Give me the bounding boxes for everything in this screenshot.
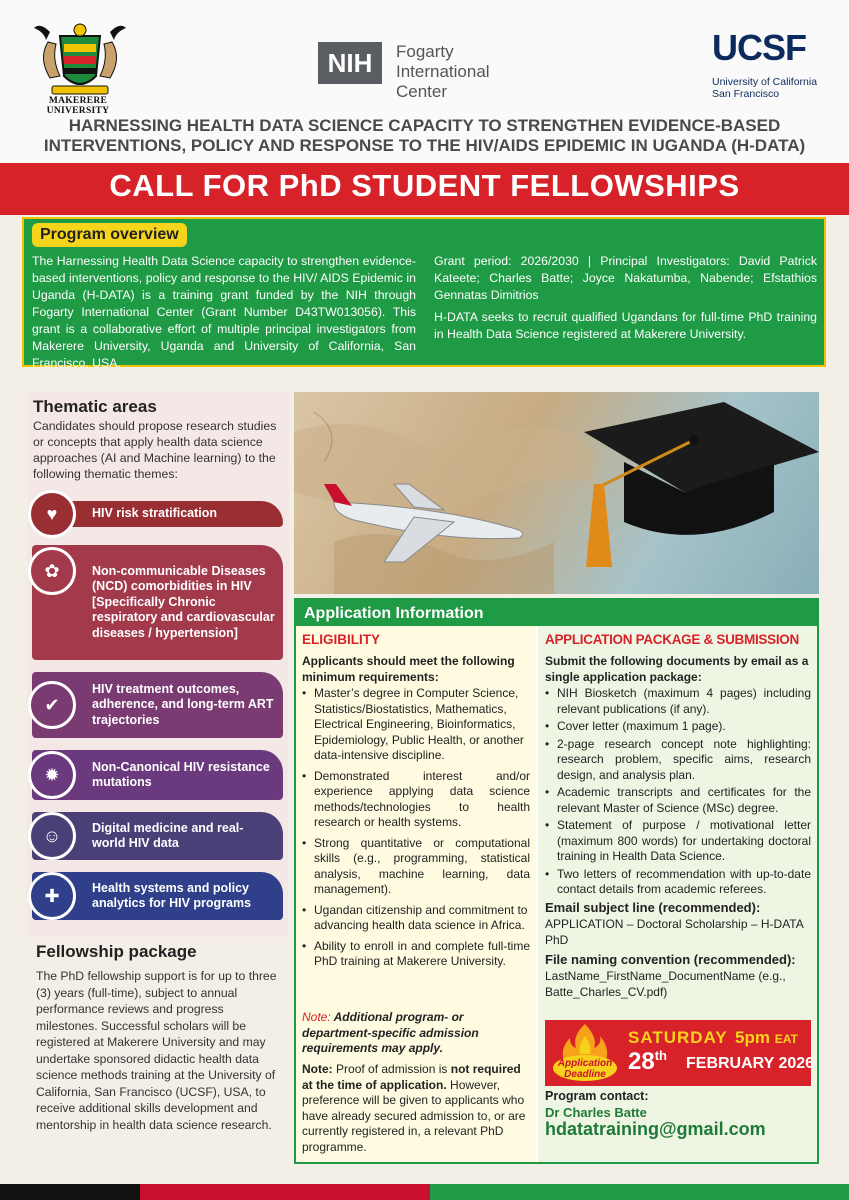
list-item: • Ugandan citizenship and commitment to advancing health data science in Africa. [302, 903, 530, 934]
grant-period-text: Grant period: 2026/2030 | Principal Investigators: David Patrick Kateete; Charles Batte; Joyce Nakatumba, Nabende; Efstathios Gennatas Dimitrios [434, 254, 817, 302]
ucsf-logo [712, 27, 837, 100]
footer-stripe-black [0, 1184, 140, 1200]
proof-label: Note: [302, 1062, 333, 1076]
recruitment-text: H-DATA seeks to recruit qualified Ugandans for full-time PhD training in Health Data Science registered at Makerere University. [434, 310, 817, 341]
list-item: • Master’s degree in Computer Science, Statistics/Biostatistics, Mathematics, Electrical Engineering, Bioinformatics, Epidemiology, Public Health, or another data-intensive discipline. [302, 686, 530, 764]
list-item: • 2-page research concept note highlighting: research problem, specific aims, research design, and analysis plan. [545, 737, 811, 784]
fellowship-heading: Fellowship package [36, 942, 197, 961]
virus-icon: ✹ [28, 751, 76, 799]
eligibility-lead: Applicants should meet the following minimum requirements: [302, 654, 515, 684]
deadline-flame-badge [550, 1022, 620, 1082]
note-text: Additional program- or department-specific admission requirements may apply. [302, 1010, 479, 1055]
graduation-cap-airplane-photo [294, 392, 819, 594]
theme-item [32, 672, 283, 738]
thematic-intro: Candidates should propose research studies or concepts that apply health data science approaches (AI and Machine learning) to the following thematic themes: [33, 419, 277, 481]
email-subject-heading: Email subject line (recommended): [545, 900, 761, 915]
theme-label: Health systems and policy analytics for HIV programs [92, 880, 252, 910]
program-contact-email[interactable]: hdatatraining@gmail.com [545, 1119, 766, 1139]
call-title: CALL FOR PhD STUDENT FELLOWSHIPS [109, 168, 740, 203]
theme-label: HIV treatment outcomes, adherence, and long-term ART trajectories [92, 681, 274, 727]
program-contact-name: Dr Charles Batte [545, 1105, 647, 1120]
list-item: • Ability to enroll in and complete full-time PhD training at Makerere University. [302, 939, 530, 970]
deadline-date-suffix: th [654, 1048, 667, 1063]
proof-of-admission-note [302, 1062, 530, 1155]
theme-item [32, 872, 283, 920]
package-lead: Submit the following documents by email as a single application package: [545, 654, 809, 684]
list-item: • NIH Biosketch (maximum 4 pages) including relevant publications (if any). [545, 686, 811, 717]
list-item: • Academic transcripts and certificates for the relevant Master of Science (MSc) degree. [545, 785, 811, 816]
nih-abbrev: NIH [318, 42, 382, 84]
package-list [545, 686, 811, 900]
deadline-month-year: FEBRUARY 2026 [686, 1055, 815, 1072]
deadline-time [735, 1028, 798, 1048]
eligibility-list [302, 686, 530, 975]
doctor-icon: ☺ [28, 812, 76, 860]
footer-stripe-red [140, 1184, 430, 1200]
theme-label: Digital medicine and real-world HIV data [92, 820, 244, 850]
deadline-date [628, 1048, 667, 1076]
fellowship-text: The PhD fellowship support is for up to three (3) years (full-time), subject to annual performance reviews and progress milestones. Successful scholars will be registered at Makerere University and may undertake sponsored didactic health data science methods training at the University of California, San Francisco (UCSF), USA, to receive additional skills development and mentorship in health data science research. [36, 969, 277, 1132]
application-info-heading: Application Information [304, 605, 484, 622]
check-circle-icon: ✔ [28, 681, 76, 729]
deadline-badge-line1: Application [557, 1058, 613, 1069]
ucsf-abbrev: UCSF [712, 27, 806, 68]
list-item: • Demonstrated interest and/or experience applying data science methods/technologies to health research or health systems. [302, 769, 530, 831]
deadline-timezone: EAT [774, 1032, 798, 1046]
deadline-day: SATURDAY [628, 1028, 728, 1047]
thematic-areas-heading: Thematic areas [33, 397, 157, 416]
program-contact-heading: Program contact: [545, 1089, 649, 1103]
footer-stripe-green [430, 1184, 849, 1200]
deadline-date-number: 28 [628, 1048, 655, 1075]
makerere-crest-logo [30, 18, 130, 104]
deadline-badge-line2: Deadline [564, 1069, 606, 1080]
proof-text-1: Proof of admission is [336, 1062, 448, 1076]
list-item: • Strong quantitative or computational skills (e.g., programming, statistical analysis, machine learning, data management). [302, 836, 530, 898]
theme-label: HIV risk stratification [92, 506, 218, 521]
nih-fogarty-logo [318, 40, 538, 101]
deadline-hour: 5pm [735, 1028, 770, 1047]
package-heading: APPLICATION PACKAGE & SUBMISSION [545, 632, 799, 647]
fogarty-center-name: Fogarty International Center [396, 42, 490, 101]
ucsf-full-name: University of California San Francisco [712, 76, 818, 100]
program-overview-label: Program overview [32, 223, 187, 247]
eligibility-heading: ELIGIBILITY [302, 632, 381, 647]
theme-item [32, 545, 283, 660]
theme-item [32, 812, 283, 860]
file-naming-heading: File naming convention (recommended): [545, 952, 796, 967]
makerere-university-name: MAKERERE UNIVERSITY [46, 96, 110, 116]
ribbon-icon: ✿ [28, 547, 76, 595]
theme-label: Non-communicable Diseases (NCD) comorbidities in HIV [Specifically Chronic respiratory and cardiovascular diseases / hypertension] [92, 563, 275, 640]
theme-label: Non-Canonical HIV resistance mutations [92, 759, 270, 789]
list-item: • Statement of purpose / motivational letter (maximum 800 words) for undertaking doctoral training in Health Data Science. [545, 818, 811, 865]
medical-cross-icon: ✚ [28, 872, 76, 920]
list-item: • Cover letter (maximum 1 page). [545, 719, 811, 735]
file-naming-text: LastName_FirstName_DocumentName (e.g., Batte_Charles_CV.pdf) [545, 969, 786, 999]
email-subject-text: APPLICATION – Doctoral Scholarship – H-DATA PhD [545, 917, 804, 947]
theme-item [32, 750, 283, 800]
heart-monitor-icon: ♥ [28, 490, 76, 538]
theme-item [32, 501, 283, 527]
additional-requirements-note [302, 1010, 530, 1057]
list-item: • Two letters of recommendation with up-to-date contact details from academic referees. [545, 867, 811, 898]
proof-text-2: However, preference will be given to applicants who have already secured admission to, or are currently registered in, a relevant PhD programme. [302, 1077, 526, 1154]
overview-description: The Harnessing Health Data Science capacity to strengthen evidence-based interventions, policy and response to the HIV/ AIDS Epidemic in Uganda (H-DATA) is a training grant funded by the NIH through Fogarty International Center (Grant Number D43TW013056). This grant is a collaborative effort of multiple principal investigators from Makerere University, Uganda and University of California, San Francisco, USA. [32, 254, 416, 370]
note-label: Note: [302, 1010, 331, 1024]
project-title: HARNESSING HEALTH DATA SCIENCE CAPACITY TO STRENGTHEN EVIDENCE-BASED INTERVENTIONS, POLICY AND RESPONSE TO THE HIV/AIDS EPIDEMIC IN UGANDA (H-DATA) [43, 116, 806, 155]
proof-bold: not required at the time of application. [302, 1062, 521, 1092]
